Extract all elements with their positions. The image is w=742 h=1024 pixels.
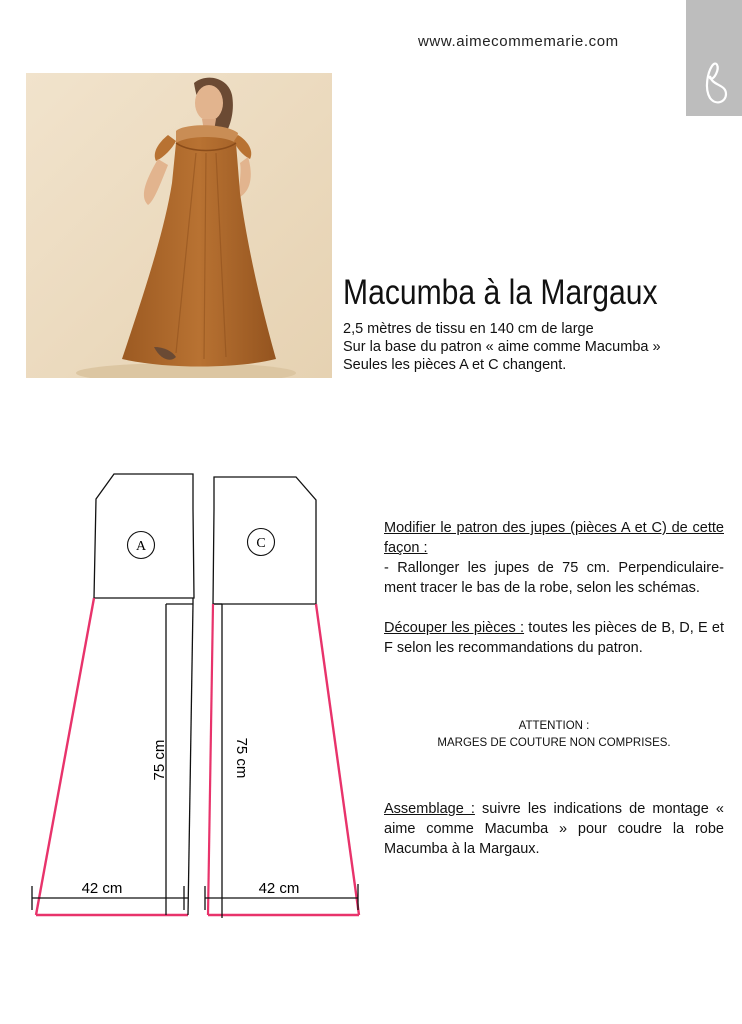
page-title: Macumba à la Margaux — [343, 273, 658, 312]
pattern-diagram — [0, 460, 380, 940]
assembly-text: suivre les indications de montage « aime comme Macumba » pour coudre la robe Macumba à la Margaux. — [384, 801, 724, 857]
modify-text: - Rallonger les jupes de 75 cm. Perpendiculaire-ment tracer le bas de la robe, selon les schémas. — [384, 560, 724, 596]
website-url[interactable]: www.aimecommemarie.com — [418, 33, 619, 50]
piece-c-letter: C — [256, 536, 266, 551]
base-pattern-note: Sur la base du patron « aime comme Macumba » — [343, 339, 661, 355]
cut-section — [384, 618, 724, 658]
piece-a-length-label: 75 cm — [151, 739, 168, 781]
instructions — [384, 518, 724, 658]
intro-text — [343, 320, 661, 374]
script-b-logo-icon — [686, 0, 742, 116]
piece-a-letter: A — [135, 539, 147, 554]
changed-pieces-note: Seules les pièces A et C changent. — [343, 357, 567, 373]
cut-heading: Découper les pièces : — [384, 620, 525, 636]
piece-c — [205, 477, 359, 918]
dress-photo — [26, 73, 332, 378]
assembly-heading: Assemblage : — [384, 801, 475, 817]
cut-text: toutes les pièces de B, D, E et F selon les recommandations du patron. — [384, 620, 724, 656]
attention-note — [384, 718, 724, 752]
assembly-section — [384, 799, 724, 859]
attention-text: MARGES DE COUTURE NON COMPRISES. — [437, 737, 671, 749]
fabric-requirement: 2,5 mètres de tissu en 140 cm de large — [343, 321, 594, 337]
modify-heading: Modifier le patron des jupes (pièces A et C) de cette façon : — [384, 520, 724, 556]
piece-c-width-label: 42 cm — [258, 880, 300, 897]
modify-section — [384, 518, 724, 598]
attention-heading: ATTENTION : — [518, 720, 590, 732]
piece-c-length-label: 75 cm — [233, 737, 250, 779]
piece-a — [32, 474, 194, 915]
brand-tab — [686, 0, 742, 116]
piece-a-width-label: 42 cm — [81, 880, 123, 897]
